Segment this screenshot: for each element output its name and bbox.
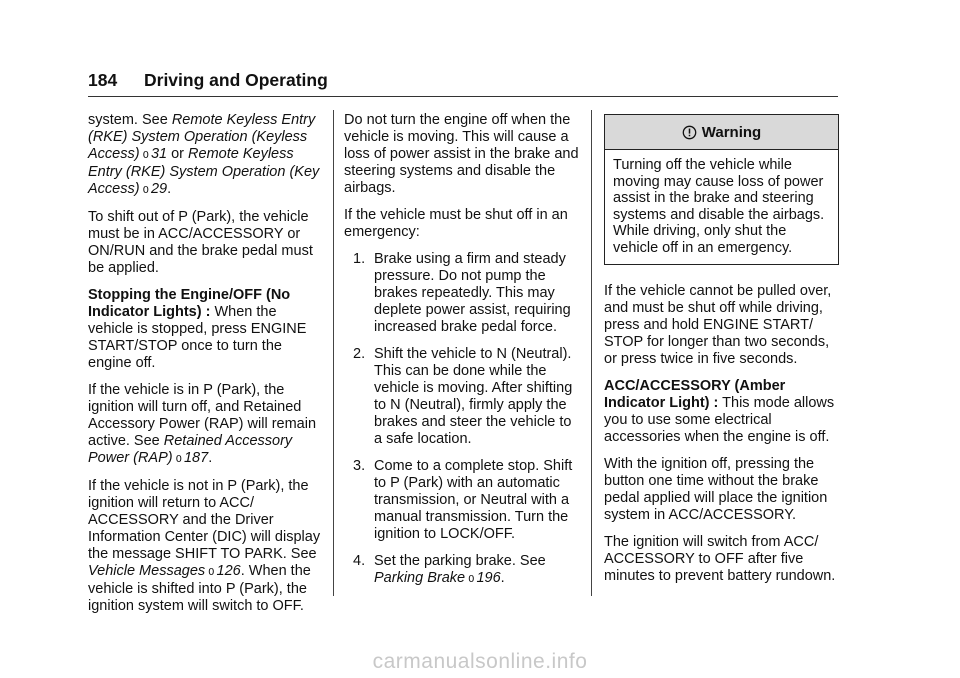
list-item (344, 553, 580, 588)
page-reference[interactable]: 196 (476, 570, 501, 586)
paragraph: If the vehicle must be shut off in an emergency: (344, 207, 568, 240)
cross-reference-link[interactable]: Vehicle Messages (88, 563, 206, 579)
text: If the vehicle is in P (Park), the ignition will turn off, and Retained Accessory Power (RAP) will remain active. See (88, 382, 317, 449)
cross-reference-link[interactable]: Retained Accessory Power (RAP) (88, 433, 293, 466)
subheading: ACC/ACCESSORY (Amber Indicator Light) : (604, 378, 786, 411)
cross-reference-link[interactable]: Remote Keyless Entry (RKE) System Operation (Keyless Access) (88, 112, 316, 162)
subheading: Stopping the Engine/OFF (No Indicator Lights) : (88, 287, 291, 320)
paragraph: If the vehicle cannot be pulled over, and must be shut off while driving, press and hold ENGINE START/ STOP for longer than two seconds, or press twice in five seconds. (604, 283, 832, 367)
warning-triangle-icon (682, 125, 697, 140)
column-right (604, 114, 840, 595)
column-divider (333, 110, 334, 596)
page-reference-icon: 0 (142, 150, 149, 161)
paragraph: To shift out of P (Park), the vehicle must be in ACC/ACCESSORY or ON/RUN and the brake pedal must be applied. (88, 209, 313, 276)
page-header (88, 70, 838, 97)
step-text: Shift the vehicle to N (Neutral). This can be done while the vehicle is moving. After shifting to N (Neutral), firmly apply the brakes and steer the vehicle to a safe location. (374, 346, 573, 447)
cross-reference-link[interactable]: Parking Brake (374, 570, 466, 586)
step-text: Set the parking brake. See (374, 553, 546, 569)
list-item (344, 346, 580, 448)
column-left (88, 112, 324, 625)
step-text: Brake using a firm and steady pressure. Do not pump the brakes repeatedly. This may deplete power assist, requiring increased brake pedal force. (374, 251, 571, 335)
page-reference[interactable]: 29 (150, 181, 168, 197)
page-reference-icon: 0 (142, 185, 149, 196)
column-divider (591, 110, 592, 596)
page-number: 184 (88, 70, 118, 90)
list-item (344, 251, 580, 336)
text: or (167, 146, 189, 162)
text: If the vehicle is not in P (Park), the ignition will return to ACC/ ACCESSORY and the Driver Information Center (DIC) will display the message SHIFT TO PARK. See (88, 478, 321, 562)
text: . When the vehicle is shifted into P (Park), the ignition system will switch to OFF. (88, 563, 311, 614)
text: system. See (88, 112, 172, 128)
cross-reference-link[interactable]: Remote Keyless Entry (RKE) System Operation (Key Access) (88, 146, 320, 197)
page-reference[interactable]: 126 (216, 563, 241, 579)
text: . (500, 570, 505, 586)
watermark: carmanualsonline.info (372, 650, 588, 673)
list-item (344, 458, 580, 543)
section-title: Driving and Operating (144, 70, 328, 90)
warning-header (605, 115, 838, 150)
step-number: 1. (353, 251, 366, 267)
warning-title: Warning (701, 123, 762, 141)
page-reference[interactable]: 187 (183, 450, 209, 466)
page-reference-icon: 0 (175, 454, 182, 465)
text: This mode allows you to use some electrical accessories when the engine is off. (604, 395, 835, 445)
paragraph (604, 378, 840, 446)
text: . (167, 181, 172, 197)
paragraph: The ignition will switch from ACC/ ACCESSORY to OFF after five minutes to prevent battery rundown. (604, 534, 836, 584)
paragraph (88, 478, 324, 615)
paragraph: With the ignition off, pressing the button one time without the brake pedal applied will place the ignition system in ACC/ACCESSORY. (604, 456, 828, 523)
paragraph (88, 112, 324, 199)
text: When the vehicle is stopped, press ENGINE START/STOP once to turn the engine off. (88, 304, 307, 371)
step-number: 2. (353, 346, 366, 362)
page-reference[interactable]: 31 (150, 146, 168, 162)
step-number: 3. (353, 458, 366, 474)
column-middle (344, 112, 580, 598)
page-reference-icon: 0 (468, 574, 475, 585)
page-reference-icon: 0 (208, 567, 215, 578)
warning-box (604, 114, 839, 265)
text: . (208, 450, 213, 466)
emergency-steps-list (344, 251, 580, 588)
step-number: 4. (353, 553, 366, 569)
paragraph: Do not turn the engine off when the vehicle is moving. This will cause a loss of power assist in the brake and steering systems and disable the airbags. (344, 112, 579, 196)
step-text: Come to a complete stop. Shift to P (Park) with an automatic transmission, or Neutral with a manual transmission. Turn the ignition to LOCK/OFF. (374, 458, 573, 542)
paragraph (88, 382, 324, 468)
paragraph (88, 287, 324, 372)
warning-text: Turning off the vehicle while moving may cause loss of power assist in the brake and steering systems and disable the airbags. While driving, only shut the vehicle off in an emergency. (613, 157, 825, 256)
